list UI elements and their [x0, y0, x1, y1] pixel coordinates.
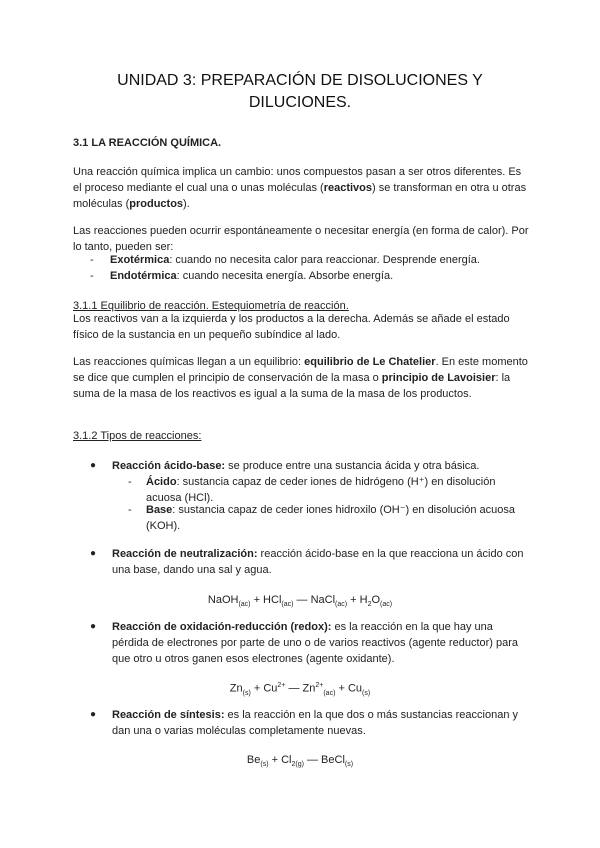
term-lavoisier: principio de Lavoisier	[381, 372, 496, 384]
term-productos: productos	[129, 198, 184, 210]
bullet-icon: ●	[90, 709, 97, 720]
dash-marker: -	[128, 476, 132, 488]
equation-redox: $Zn_{(s)} + Cu^{2+}$ — $Zn^{2+}_{(ac)} + Cu_{(s)}$	[229, 682, 371, 697]
intro-paragraph: Una reacción química implica un cambio: unos compuestos pasan a ser otros diferentes. Es el proceso mediante el cual una o unas moléculas (reactivos) se transforman en otra u otras moléculas (productos).	[73, 166, 527, 210]
dash-marker: -	[90, 254, 94, 266]
bullet-icon: ●	[90, 460, 97, 471]
subsection-heading-equilibrio: 3.1.1 Equilibrio de reacción. Estequiometría de reacción.	[73, 300, 349, 312]
document-page: UNIDAD 3: PREPARACIÓN DE DISOLUCIONES Y DILUCIONES. 3.1 LA REACCIÓN QUÍMICA. Una reacción química implica un cambio: unos compuestos pasan a ser otros diferentes. Es el proceso mediante el cual una o unas moléculas (reactivos) se transforman en otra u otras moléculas (productos). Las reacciones pueden ocurrir espontáneamente o necesitar energía (en forma de calor). Por lo tanto, pueden ser: - Exotérmica: cuando no necesita calor para reaccionar. Desprende energía. - Endotérmica: cuando necesita energía. Absorbe energía. 3.1.1 Equilibrio de reacción. Estequiometría de reacción. Los reactivos van a la izquierda y los productos a la derecha. Además se añade el estado físico de la sustancia en un pequeño subíndice al lado. Las reacciones químicas llegan a un equilibrio: equilibrio de Le Chatelier. En este momento se dice que cumplen el principio de conservación de la masa o principio de Lavoisier: la suma de la masa de los reactivos es igual a la suma de la masa de los productos. 3.1.2 Tipos de reacciones: ● Reacción ácido-base: se produce entre una sustancia ácida y otra básica. - Ácido: sustancia capaz de ceder iones de hidrógeno (H⁺) en disolución acuosa (HCl). - Base: sustancia capaz de ceder iones hidroxilo (OH⁻) en disolución acuosa (KOH). ● Reacción de neutralización: reacción ácido-base en la que reacciona un ácido con una base, dando una sal y agua. NaOH$_{(ac)}$ + HCl$_{(ac)}$ — NaCl$_{(ac)}$ + $H_2O_{(ac)}$ ● Reacción de oxidación-reducción (redox): es la reacción en la que hay una pérdida de electrones por parte de uno o de varios reactivos (agente reductor) para que otro u otros ganen esos electrones (agente oxidante). $Zn_{(s)} + Cu^{2+}$ — $Zn^{2+}_{(ac)} + Cu_{(s)}$ ● Reacción de síntesis: es la reacción en la que dos o más sustancias reaccionan y dan una o varias moléculas completamente nuevas. $Be_{(s)} + Cl_{2(g)}$ — BeCl$_{(s)}$	[0, 0, 600, 848]
lechatelier-paragraph: Las reacciones químicas llegan a un equilibrio: equilibrio de Le Chatelier. En este momento se dice que cumplen el principio de conservación de la masa o principio de Lavoisier: la suma de la masa de los reactivos es igual a la suma de la masa de los productos.	[73, 356, 528, 400]
term-lechatelier: equilibrio de Le Chatelier	[304, 356, 436, 368]
dash-marker: -	[90, 270, 94, 282]
subsection-heading-tipos: 3.1.2 Tipos de reacciones:	[73, 430, 202, 442]
equation-synthesis: $Be_{(s)} + Cl_{2(g)}$ — BeCl$_{(s)}$	[246, 754, 354, 769]
equation-neutralization: NaOH$_{(ac)}$ + HCl$_{(ac)}$ — NaCl$_{(ac)}$ + $H_2O_{(ac)}$	[207, 594, 393, 609]
title-line-2: DILUCIONES.	[248, 94, 352, 111]
section-heading: 3.1 LA REACCIÓN QUÍMICA.	[73, 137, 222, 149]
bullet-icon: ●	[90, 621, 97, 632]
title-line-1: UNIDAD 3: PREPARACIÓN DE DISOLUCIONES Y	[117, 72, 483, 89]
energy-paragraph: Las reacciones pueden ocurrir espontáneamente o necesitar energía (en forma de calor). Por lo tanto, pueden ser:	[73, 225, 529, 253]
equilibrio-paragraph: Los reactivos van a la izquierda y los productos a la derecha. Además se añade el estado físico de la sustancia en un pequeño subíndice al lado.	[73, 313, 510, 341]
bullet-icon: ●	[90, 548, 97, 559]
term-reactivos: reactivos	[323, 182, 373, 194]
dash-marker: -	[128, 504, 132, 516]
page-title	[60, 70, 540, 114]
